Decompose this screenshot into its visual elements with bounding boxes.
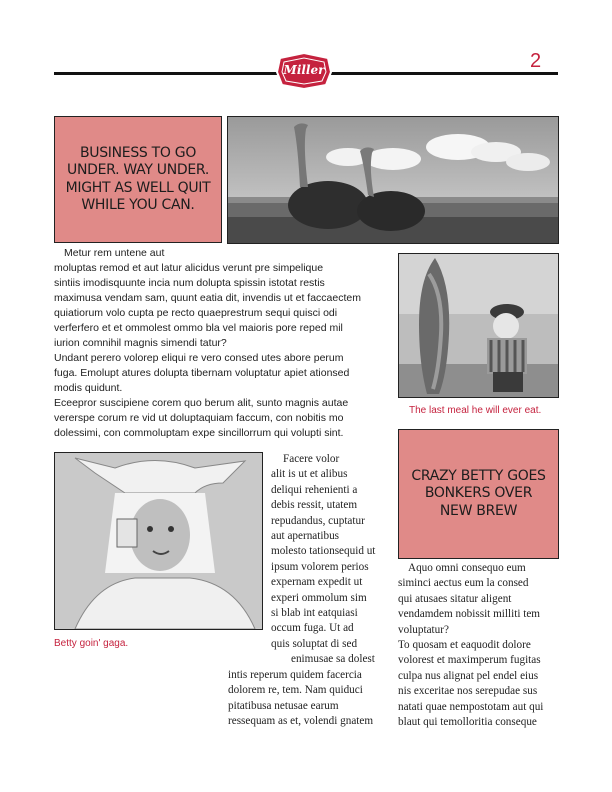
article-body-2-wide: [228, 668, 393, 730]
article-line: deliqui rehenienti a: [271, 483, 358, 496]
article-line: Undant perero volorep eliqui re vero consed utes abore perum: [54, 352, 344, 364]
article-line: culpa nus alignat pel endel eius: [398, 669, 539, 682]
article-line: quiatiorum volo cupta pe recto quaeprestrum sequi quisci odi: [54, 307, 338, 319]
article-line: dolorem re, tem. Nam quiduci: [228, 684, 363, 697]
headline-line: CRAZY BETTY GOES: [411, 468, 546, 485]
article-line: expernam expedit ut: [271, 576, 363, 589]
article-line: vererspe corum re vid ut doluptaquiam faccum, con nobitis mo: [54, 412, 344, 424]
article-line: Eceepror suscipiene corem quo berum alit, sunto magnis autae: [54, 397, 349, 409]
article-line: debis ressit, utatem: [271, 499, 358, 512]
headline-line: BUSINESS TO GO: [79, 145, 197, 162]
article-line: volorest et maximperum fugitas: [398, 654, 541, 667]
logo-text: Miller: [283, 63, 325, 77]
article-line: Facere volor: [283, 453, 340, 465]
page-number: 2: [530, 50, 542, 72]
article-line: siminci aectus eum la consed: [398, 577, 529, 590]
article-line: natati quae nempostotam aut qui: [398, 700, 544, 713]
headline-line: BONKERS OVER: [424, 485, 533, 502]
article-line: modis quidunt.: [54, 382, 123, 394]
article-line: alit is ut et alibus: [271, 468, 348, 481]
nun-caption: Betty goin' gaga.: [54, 638, 129, 649]
headline-box-betty: [398, 429, 559, 559]
article-line: intis reperum quidem facercia: [228, 669, 362, 681]
article-line: To quosam et eaquodit dolore: [398, 639, 531, 652]
headline-box-business: [54, 116, 222, 243]
article-body-3: [398, 561, 563, 730]
article-line: nis exceritae nos serepudae sus: [398, 685, 538, 698]
headline-line: NEW BREW: [439, 502, 518, 519]
article-line: Metur rem untene aut: [64, 247, 165, 259]
article-body-2-narrow: [271, 452, 391, 668]
article-line: quis soluptat di sed: [271, 637, 358, 650]
article-line: voluptatur?: [398, 623, 449, 636]
article-line: si blab int eatquiasi: [271, 607, 358, 620]
article-line: molesto tationsequid ut: [271, 545, 376, 558]
article-line: ressequam as et, volendi gnatem: [228, 715, 374, 728]
article-line: Aquo omni consequo eum: [408, 562, 526, 574]
article-line: pitatibusa netusae earum: [228, 699, 339, 712]
article-line: ipsum volorem perios: [271, 560, 369, 573]
article-line: moluptas remod et aut latur alicidus verunt pre simpelique: [54, 262, 324, 274]
article-line: experi ommolum sim: [271, 591, 367, 604]
article-line: iurion comnihil magnis simendi tatur?: [54, 337, 227, 349]
nun-drinking-photo: [54, 452, 263, 630]
article-line: blaut qui temolloritia conseque: [398, 716, 537, 729]
ostriches-photo: [227, 116, 559, 244]
article-line: qui atusaes sitatur aligent: [398, 592, 512, 605]
fish-caption: The last meal he will ever eat.: [409, 405, 542, 416]
fish-boy-photo: [398, 253, 559, 398]
article-line: verferfero et et ommolest ommo bla vel maioris pore reped mil: [54, 322, 343, 334]
article-line: occum fuga. Ut ad: [271, 622, 354, 635]
article-line: enimusae sa dolest: [291, 653, 375, 666]
article-body-1: [54, 246, 394, 441]
article-line: aut apernatibus: [271, 530, 340, 543]
article-line: maximusa vendam sam, quunt eatia dit, invendis ut et faccaectem: [54, 292, 361, 304]
headline-line: MIGHT AS WELL QUIT: [65, 179, 211, 196]
headline-line: WHILE YOU CAN.: [81, 196, 195, 213]
article-line: fuga. Emolupt atures dolupta tibernam voluptatur apiet ationsed: [54, 367, 350, 379]
article-line: repudandus, cuptatur: [271, 514, 365, 527]
article-line: vendamdem nobissit milliti tem: [398, 608, 541, 621]
article-line: dolessimi, con commoluptam expe sincillorrum qui volupti sint.: [54, 427, 344, 439]
miller-logo: [274, 52, 334, 90]
headline-line: UNDER. WAY UNDER.: [67, 162, 209, 179]
article-line: sintiis imodisquunte incia num dolupta spissin istotat restis: [54, 277, 325, 289]
